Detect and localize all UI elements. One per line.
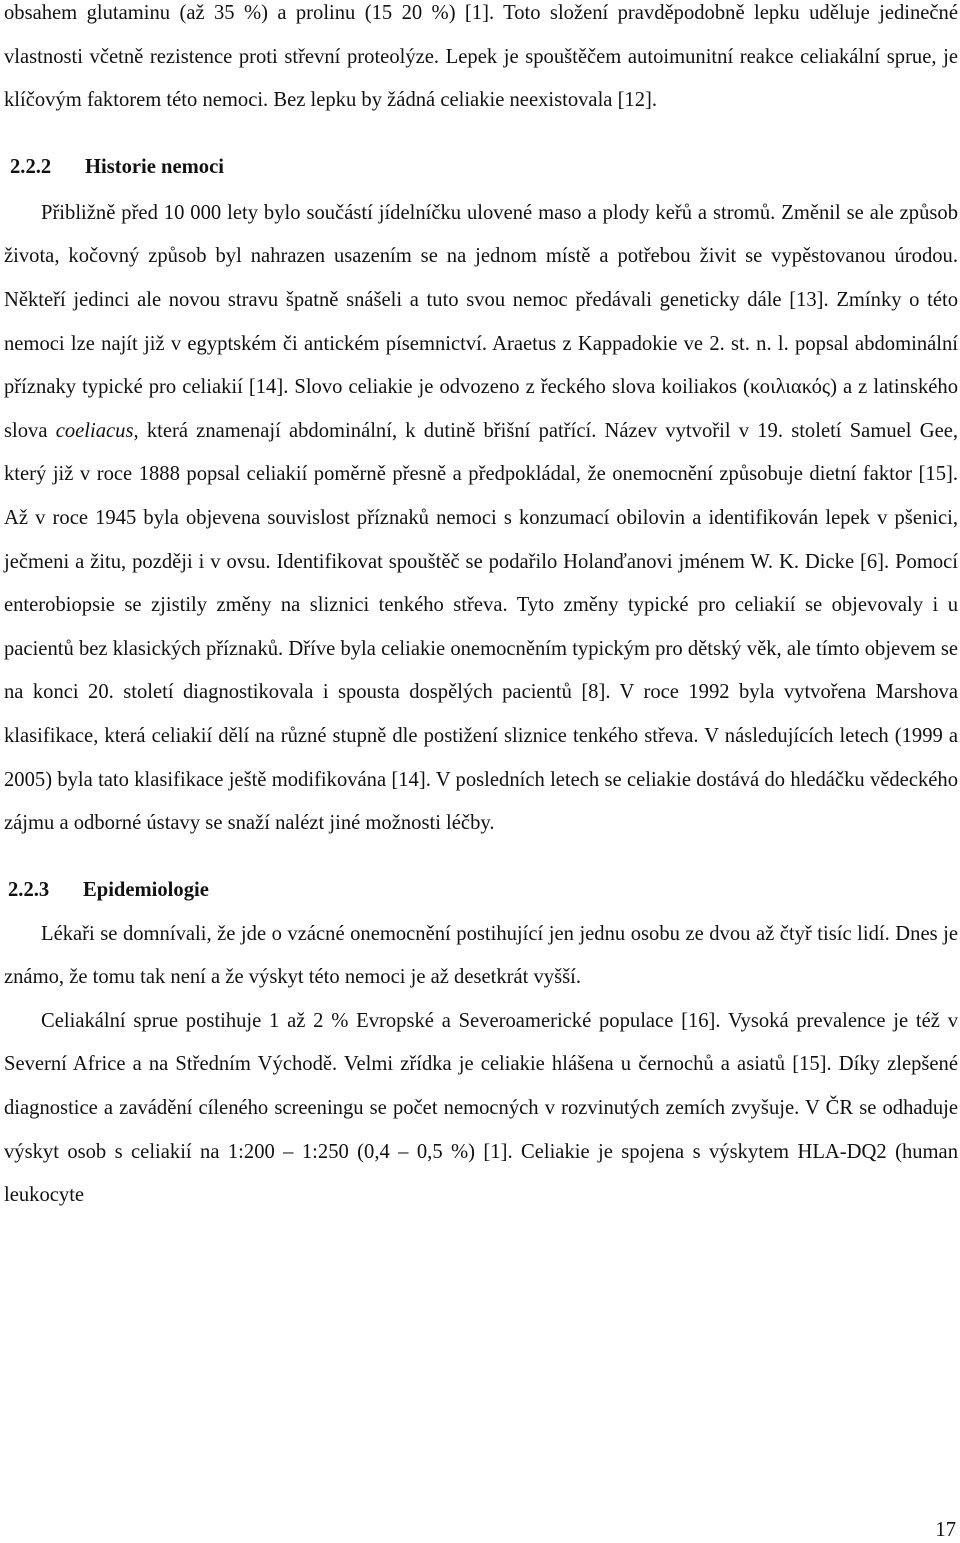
section-number: 2.2.3 xyxy=(8,878,50,901)
historie-paragraph xyxy=(4,192,958,846)
intro-paragraph: obsahem glutaminu (až 35 %) a prolinu (15 20 %) [1]. Toto složení pravděpodobně lepku uděluje jedinečné vlastnosti včetně rezistence proti střevní proteolýze. Lepek je spouštěčem autoimunitní reakce celiakální sprue, je klíčovým faktorem této nemoci. Bez lepku by žádná celiakie neexistovala [12]. xyxy=(4,2,958,112)
section-heading-historie xyxy=(10,154,958,180)
section-title: Historie nemoci xyxy=(85,155,224,178)
historie-text-part-1: Přibližně před 10 000 lety bylo součástí jídelníčku ulovené maso a plody keřů a stromů. Změnil se ale způsob života, kočovný způsob byl nahrazen usazením se na jednom místě a potřebou živit se vypěstovanou úrodou. Někteří jedinci ale novou stravu špatně snášeli a tuto svou nemoc předávali geneticky dále [13]. Zmínky o této nemoci lze najít již v egyptském či antickém písemnictví. Araetus z Kappadokie ve 2. st. n. l. popsal abdominální příznaky typické pro celiakií [14]. Slovo celiakie je odvozeno z řeckého slova koiliakos (κοιλιακός) a z latinského slova xyxy=(4,201,958,442)
section-title: Epidemiologie xyxy=(83,878,209,901)
section-heading-epidemiologie xyxy=(8,877,958,903)
section-number: 2.2.2 xyxy=(10,155,52,178)
epidemiologie-paragraph-1: Lékaři se domnívali, že jde o vzácné onemocnění postihující jen jednu osobu ze dvou až čtyř tisíc lidí. Dnes je známo, že tomu tak není a že výskyt této nemoci je až desetkrát vyšší. xyxy=(4,922,958,989)
latin-term: coeliacus xyxy=(55,419,134,442)
document-page xyxy=(4,0,958,1218)
historie-text-part-2: , která znamenají abdominální, k dutině břišní patřící. Název vytvořil v 19. století Samuel Gee, který již v roce 1888 popsal celiakií poměrně přesně a předpokládal, že onemocnění způsobuje dietní faktor [15]. Až v roce 1945 byla objevena souvislost příznaků nemoci s konzumací obilovin a identifikován lepek v pšenici, ječmeni a žitu, později i v ovsu. Identifikovat spouštěč se podařilo Holanďanovi jménem W. K. Dicke [6]. Pomocí enterobiopsie se zjistily změny na sliznici tenkého střeva. Tyto změny typické pro celiakií se objevovaly i u pacientů bez klasických příznaků. Dříve byla celiakie onemocněním typickým pro dětský věk, ale tímto objevem se na konci 20. století diagnostikovala i spousta dospělých pacientů [8]. V roce 1992 byla vytvořena Marshova klasifikace, která celiakií dělí na různé stupně dle postižení sliznice tenkého střeva. V následujících letech (1999 a 2005) byla tato klasifikace ještě modifikována [14]. V posledních letech se celiakie dostává do hledáčku vědeckého zájmu a odborné ústavy se snaží nalézt jiné možnosti léčby. xyxy=(4,419,959,835)
epidemiologie-paragraph-2: Celiakální sprue postihuje 1 až 2 % Evropské a Severoamerické populace [16]. Vysoká prevalence je též v Severní Africe a na Středním Východě. Velmi zřídka je celiakie hlášena u černochů a asiatů [15]. Díky zlepšené diagnostice a zavádění cíleného screeningu se počet nemocných v rozvinutých zemích zvyšuje. V ČR se odhaduje výskyt osob s celiakií na 1:200 – 1:250 (0,4 – 0,5 %) [1]. Celiakie je spojena s výskytem HLA-DQ2 (human leukocyte xyxy=(4,1009,958,1207)
page-number: 17 xyxy=(935,1519,956,1541)
